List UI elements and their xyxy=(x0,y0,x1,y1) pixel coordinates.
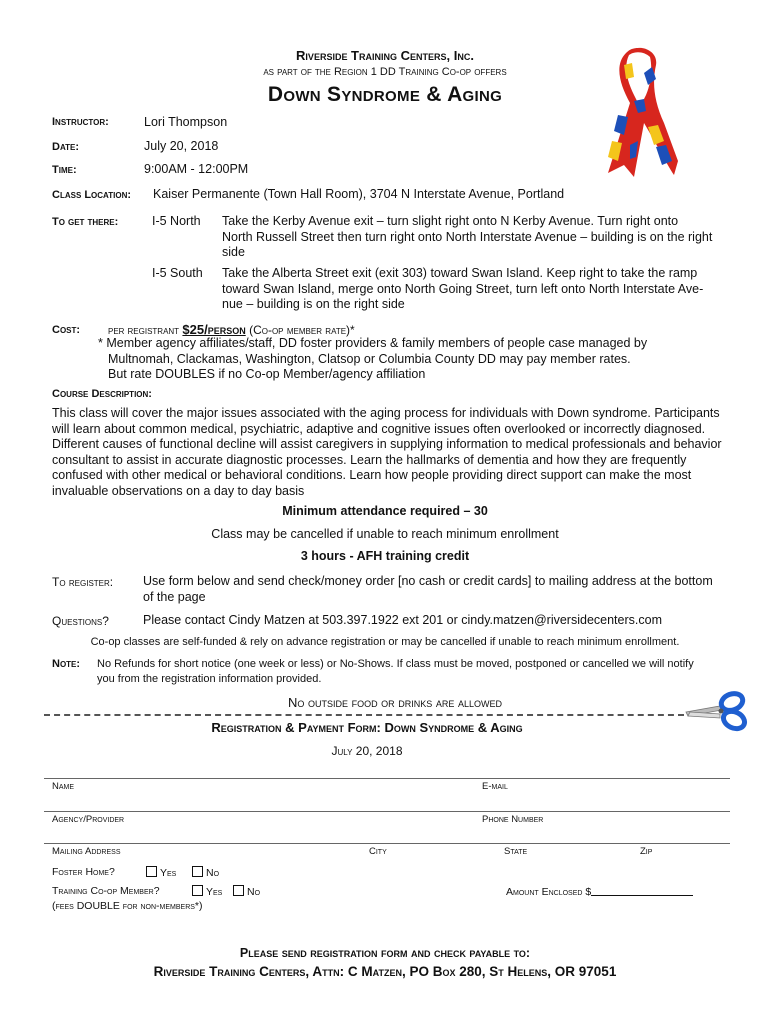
note-label: Note: xyxy=(52,658,81,670)
foster-yes-label: Yes xyxy=(160,867,177,879)
agency-line[interactable] xyxy=(44,811,730,812)
register-instructions xyxy=(143,574,743,605)
cancel-note: Class may be cancelled if unable to reach minimum enrollment xyxy=(211,527,559,541)
email-label: E-mail xyxy=(482,781,508,792)
foster-label: Foster Home? xyxy=(52,866,115,878)
description-line-3: Different causes of functional decline will assist caregivers in supplying information to medical professionals and behavior xyxy=(52,437,722,451)
description-line-2: will learn about common medical, psychiatric, adaptive and cognitive issues often overlooked or incorrectly diagnosed. xyxy=(52,421,706,436)
name-label: Name xyxy=(52,781,75,792)
description-label: Course Description: xyxy=(52,388,152,400)
autism-puzzle-ribbon-icon xyxy=(594,45,684,180)
description-body xyxy=(52,406,742,499)
zip-label: Zip xyxy=(640,846,653,857)
instructor-value: Lori Thompson xyxy=(144,115,228,129)
register-line-1: Use form below and send check/money order [no cash or credit cards] to mailing address at the bottom xyxy=(143,574,713,588)
description-line-1: This class will cover the major issues associated with the aging process for individuals with Down syndrome. Participants xyxy=(52,406,720,420)
name-line[interactable] xyxy=(44,778,730,779)
south-line-2: toward Swan Island, merge onto North Going Street, turn left onto North Interstate Ave- xyxy=(222,281,704,296)
state-label: State xyxy=(504,846,528,857)
questions-label: Questions? xyxy=(52,614,109,628)
foster-yes[interactable] xyxy=(146,866,176,879)
north-line-3: side xyxy=(222,245,245,259)
register-line-2: of the page xyxy=(143,589,206,604)
location-label: Class Location: xyxy=(52,189,132,201)
coop-no[interactable] xyxy=(233,885,260,898)
mailing-label: Mailing Address xyxy=(52,846,121,857)
south-line-3: nue – building is on the right side xyxy=(222,297,405,311)
form-date: July 20, 2018 xyxy=(331,744,403,758)
org-name: Riverside Training Centers, Inc. xyxy=(296,48,474,63)
south-line-1: Take the Alberta Street exit (exit 303) toward Swan Island. Keep right to take the ramp xyxy=(222,266,698,280)
coop-yes[interactable] xyxy=(192,885,222,898)
north-label: I-5 North xyxy=(152,214,201,228)
questions-contact: Please contact Cindy Matzen at 503.397.1922 ext 201 or cindy.matzen@riversidecenters.com xyxy=(143,613,662,627)
amount-field xyxy=(506,885,693,898)
form-title: Registration & Payment Form: Down Syndrome & Aging xyxy=(211,720,523,735)
location-value: Kaiser Permanente (Town Hall Room), 3704 N Interstate Avenue, Portland xyxy=(153,187,565,201)
foster-yes-checkbox[interactable] xyxy=(146,866,157,877)
cost-label: Cost: xyxy=(52,324,81,336)
page-title: Down Syndrome & Aging xyxy=(267,83,503,106)
date-value: July 20, 2018 xyxy=(144,139,219,153)
time-label: Time: xyxy=(52,164,77,176)
cost-price: $25/person xyxy=(182,322,246,337)
header-subtitle: as part of the Region 1 DD Training Co-op offers xyxy=(263,66,507,78)
cost-note-line-3: But rate DOUBLES if no Co-op Member/agency affiliation xyxy=(108,367,426,381)
south-label: I-5 South xyxy=(152,266,203,280)
footer-line-2: Riverside Training Centers, Attn: C Matzen, PO Box 280, St Helens, OR 97051 xyxy=(153,964,617,979)
note-body xyxy=(97,657,747,687)
cost-note-line-1: * Member agency affiliates/staff, DD foster providers & family members of people case managed by xyxy=(98,336,648,350)
directions-label: To get there: xyxy=(52,216,119,228)
coop-yes-checkbox[interactable] xyxy=(192,885,203,896)
agency-label: Agency/Provider xyxy=(52,814,125,825)
instructor-label: Instructor: xyxy=(52,116,109,128)
register-label: To register: xyxy=(52,575,114,589)
coop-no-checkbox[interactable] xyxy=(233,885,244,896)
note-line-1: No Refunds for short notice (one week or less) or No-Shows. If class must be moved, postponed or cancelled we will notify xyxy=(97,658,694,670)
cost-note xyxy=(98,336,738,383)
fees-note: (fees DOUBLE for non-members*) xyxy=(52,900,203,912)
cut-line xyxy=(44,714,684,716)
coop-member-label: Training Co-op Member? xyxy=(52,885,160,897)
training-credit: 3 hours - AFH training credit xyxy=(300,549,470,563)
mailing-line[interactable] xyxy=(44,843,730,844)
coop-no-label: No xyxy=(247,886,261,898)
cost-per: per registrant xyxy=(108,325,180,337)
minimum-attendance: Minimum attendance required – 30 xyxy=(282,504,488,518)
description-line-6: invaluable observations on a day to day basis xyxy=(52,483,305,498)
foster-no[interactable] xyxy=(192,866,219,879)
cost-line xyxy=(108,322,355,337)
cost-note-line-2: Multnomah, Clackamas, Washington, Clatsop or Columbia County DD may pay member rates. xyxy=(108,351,631,366)
south-directions xyxy=(222,266,732,313)
description-line-4: consultant to assist in accurate diagnostic processes. Learn the hallmarks of dementia and how they are frequently xyxy=(52,452,687,467)
foster-no-label: No xyxy=(206,867,220,879)
coop-yes-label: Yes xyxy=(206,886,223,898)
footer-line-1: Please send registration form and check payable to: xyxy=(239,946,531,960)
time-value: 9:00AM - 12:00PM xyxy=(144,162,249,176)
north-line-1: Take the Kerby Avenue exit – turn slight right onto N Kerby Avenue. Turn right onto xyxy=(222,214,679,228)
coop-note: Co-op classes are self-funded & rely on advance registration or may be cancelled if unable to reach minimum enrollment. xyxy=(90,636,680,648)
foster-no-checkbox[interactable] xyxy=(192,866,203,877)
food-notice: No outside food or drinks are allowed xyxy=(287,695,503,710)
date-label: Date: xyxy=(52,141,80,153)
amount-label: Amount Enclosed $ xyxy=(506,886,592,898)
amount-input[interactable] xyxy=(591,885,693,896)
north-line-2: North Russell Street then turn right onto North Interstate Avenue – building is on the right xyxy=(222,229,713,244)
description-line-5: confused with other medical or behavioral conditions. Learn how people providing direct support can make the most xyxy=(52,468,692,482)
north-directions xyxy=(222,214,732,261)
phone-label: Phone Number xyxy=(482,814,544,825)
cost-rate: (Co-op member rate)* xyxy=(249,323,355,337)
city-label: City xyxy=(369,846,387,857)
note-line-2: you from the registration information provided. xyxy=(97,673,322,685)
